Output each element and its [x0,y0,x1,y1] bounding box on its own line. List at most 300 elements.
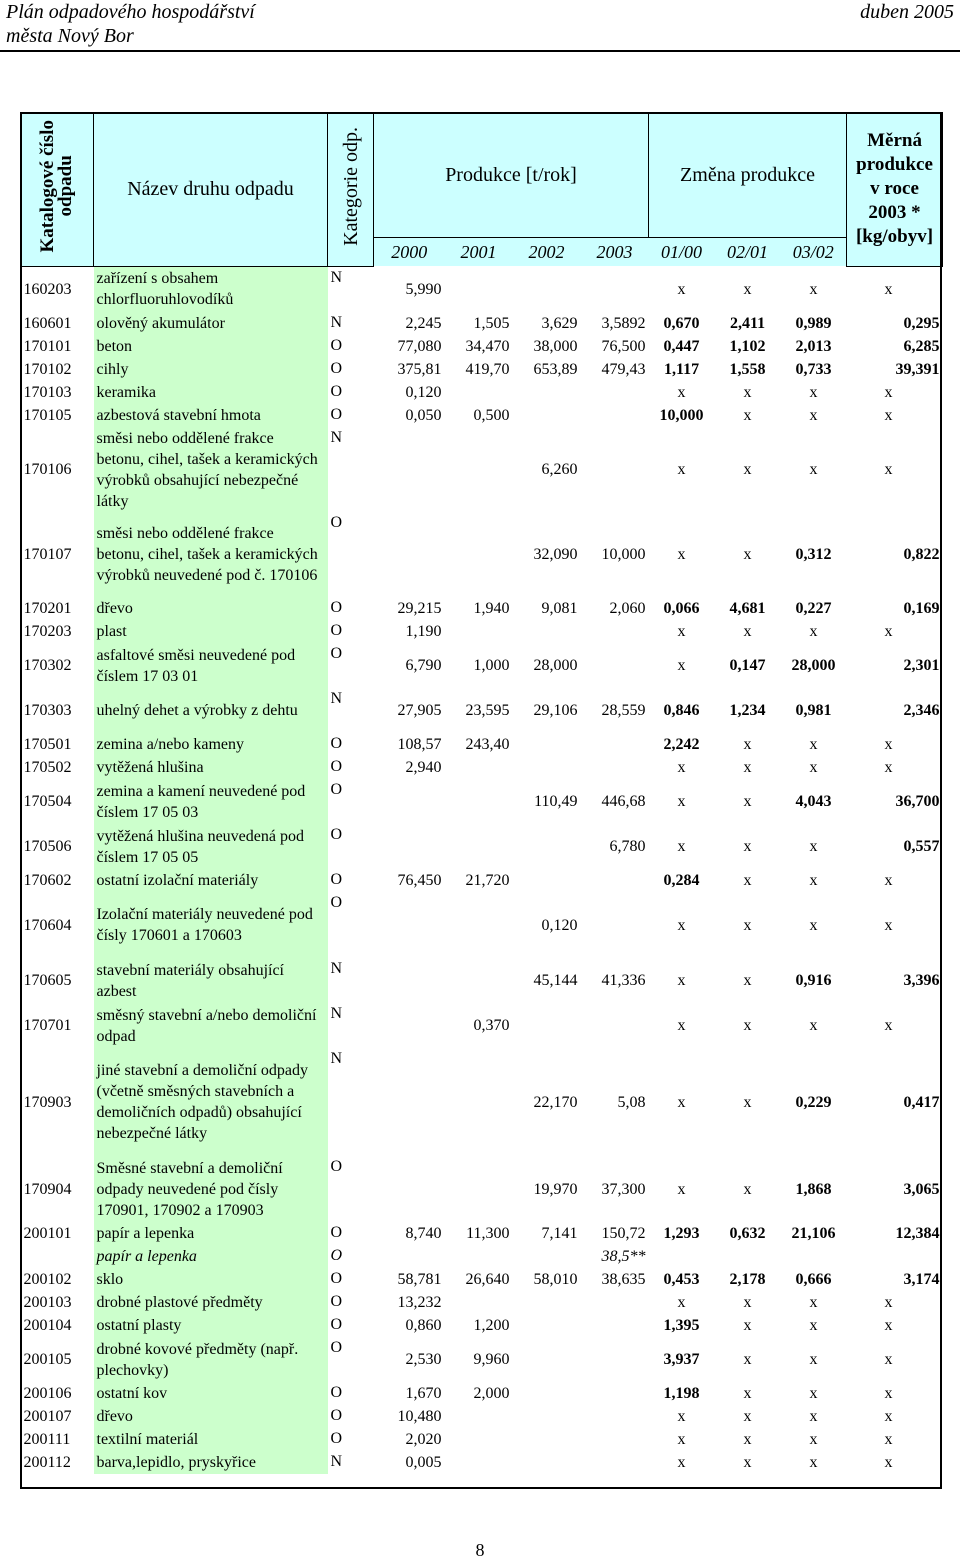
change-01-00: 0,066 [663,600,700,617]
waste-code: 170203 [23,623,72,640]
production-2000: 76,450 [397,872,442,889]
production-2001: 1,200 [473,1317,510,1334]
production-2000: 13,232 [397,1294,442,1311]
change-02-01: x [743,759,752,776]
waste-name: drobné plastové předměty [94,1291,328,1314]
specific-production: x [884,384,893,401]
change-02-01: 0,147 [729,657,766,674]
production-2001 [445,1245,513,1268]
waste-name: zemina a/nebo kameny [94,733,328,756]
change-03-02: 0,981 [795,702,832,719]
table-row [21,335,943,358]
waste-name: vytěžená hlušina neuvedená pod číslem 17 05 05 [94,824,328,869]
production-2003 [581,733,649,756]
change-01-00: x [677,1180,686,1198]
waste-code: 170502 [23,759,72,776]
production-2001 [445,779,513,824]
change-03-02: x [809,1317,818,1334]
waste-code: 170106 [23,461,72,478]
change-01-00: x [677,280,686,298]
waste-code: 200102 [23,1271,72,1288]
waste-code: 170501 [23,736,72,753]
production-2001 [445,1156,513,1222]
production-2003 [581,381,649,404]
waste-category: O [330,1316,343,1333]
production-2003 [581,756,649,779]
waste-code: 170303 [23,702,72,719]
change-02-01: x [743,972,752,989]
waste-code: 170602 [23,872,72,889]
table-row [21,1337,943,1382]
specific-production: x [884,1351,893,1368]
change-03-02: 2,013 [795,338,832,355]
header-row [21,113,943,238]
waste-name: papír a lepenka [94,1245,328,1268]
production-2001: 34,470 [465,338,510,355]
production-header: Produkce [t/rok] [374,113,649,238]
change-01-00: 0,670 [663,315,700,332]
change-02-01: x [743,872,752,889]
production-2000 [374,779,445,824]
waste-category: N [330,1005,343,1022]
table-row [21,1291,943,1314]
change-01-00: 1,395 [663,1317,700,1334]
change-03-02: 0,733 [795,361,832,378]
change-01-00: x [677,1017,686,1034]
waste-name: ostatní kov [94,1382,328,1405]
waste-category: O [330,758,343,775]
waste-category: N [330,960,343,977]
table-row [21,643,943,688]
production-2003: 38,635 [601,1271,646,1288]
production-2003 [581,266,649,312]
specific-production: 0,822 [903,546,940,563]
production-2002: 110,49 [534,793,578,810]
change-03-02: x [809,280,818,298]
production-2002: 653,89 [533,361,578,378]
waste-name: stavební materiály obsahující azbest [94,958,328,1003]
waste-category: N [330,268,343,286]
waste-name: barva,lepidlo, pryskyřice [94,1451,328,1474]
production-2000: 0,050 [405,407,442,424]
production-2003 [581,1405,649,1428]
year-2002-header: 2002 [513,238,581,267]
production-2003: 479,43 [601,361,646,378]
waste-name: keramika [94,381,328,404]
change-01-00: x [677,1408,686,1425]
change-03-02: x [809,1017,818,1034]
waste-code: 200103 [23,1294,72,1311]
waste-category: N [330,1453,343,1470]
page-number: 8 [475,1540,485,1560]
table-row [21,869,943,892]
production-2002 [513,756,581,779]
waste-code: 170102 [23,361,72,378]
change-01-00: x [677,916,686,934]
production-2001 [445,427,513,512]
table-row [21,756,943,779]
waste-category: O [330,871,343,888]
production-2000 [374,958,445,1003]
change-01-00: x [677,759,686,776]
production-2001 [445,892,513,958]
waste-code: 170201 [23,600,72,617]
production-2002 [513,1003,581,1048]
production-2000: 2,245 [405,315,442,332]
category-header: Kategorie odp. [328,113,374,267]
production-2001: 21,720 [465,872,510,889]
production-2001 [445,381,513,404]
waste-name: plast [94,620,328,643]
production-2001: 0,370 [473,1017,510,1034]
waste-name: uhelný dehet a výrobky z dehtu [94,688,328,733]
waste-name: beton [94,335,328,358]
production-2001 [445,266,513,312]
waste-code: 170101 [23,338,72,355]
production-2002: 22,170 [533,1093,578,1111]
production-2002: 0,120 [541,916,578,934]
production-2003: 5,08 [617,1093,646,1111]
specific-production: 0,557 [903,838,940,855]
document-title [6,0,255,48]
production-2001: 1,940 [473,600,510,617]
title-line-2: města Nový Bor [6,25,134,47]
waste-name: jiné stavební a demoliční odpady (včetně směsných stavebních a demoličních odpadů) obsahující nebezpečné látky [94,1048,328,1156]
change-03-02: x [809,1408,818,1425]
change-02-01: x [743,1093,752,1111]
production-2002 [513,1428,581,1451]
production-2001 [445,824,513,869]
waste-category: O [330,1247,343,1264]
change-01-00: x [677,623,686,640]
waste-category: O [330,1293,343,1310]
production-2003: 2,060 [609,600,646,617]
waste-code: 170302 [23,657,72,674]
production-2003: 41,336 [601,972,646,989]
waste-code: 170107 [23,546,72,563]
change-02-01: 2,178 [729,1271,766,1288]
specific-production [847,1245,943,1268]
production-2003 [581,1428,649,1451]
waste-category: O [330,514,343,531]
change-02-01-header: 02/01 [715,238,781,267]
production-2003: 38,5** [601,1248,646,1265]
production-2003 [581,1003,649,1048]
table-row [21,1405,943,1428]
change-03-02: x [809,461,818,478]
waste-category: N [330,314,343,331]
waste-category: O [330,781,343,798]
production-2000: 2,940 [405,759,442,776]
change-01-00: x [677,384,686,401]
production-2000: 108,57 [397,736,442,753]
waste-code: 200104 [23,1317,72,1334]
change-01-00: 10,000 [659,407,704,424]
waste-name: sklo [94,1268,328,1291]
change-02-01: x [743,280,752,298]
year-2003-header: 2003 [581,238,649,267]
specific-production: 2,346 [903,702,940,719]
waste-category: N [330,1050,343,1067]
change-02-01: x [743,1351,752,1368]
change-01-00: x [677,1093,686,1111]
waste-name: ostatní izolační materiály [94,869,328,892]
waste-category: O [330,1384,343,1401]
table-row [21,892,943,958]
waste-category: O [330,1224,343,1241]
production-2001 [445,1405,513,1428]
waste-name: směsný stavební a/nebo demoliční odpad [94,1003,328,1048]
waste-code: 170103 [23,384,72,401]
specific-production: x [884,1017,893,1034]
change-01-00: 2,242 [663,736,700,753]
change-02-01: x [743,461,752,478]
change-01-00: 1,293 [663,1225,700,1242]
waste-name: drobné kovové předměty (např. plechovky) [94,1337,328,1382]
production-2002 [513,1337,581,1382]
waste-category: O [330,1407,343,1424]
change-02-01: x [743,623,752,640]
production-2000 [374,892,445,958]
production-2001: 26,640 [465,1271,510,1288]
change-03-02: 0,227 [795,600,832,617]
specific-production: x [884,1294,893,1311]
change-03-02: 4,043 [795,793,832,810]
table-row [21,1428,943,1451]
production-2001: 0,500 [473,407,510,424]
waste-code: 200107 [23,1408,72,1425]
change-02-01: x [743,1180,752,1198]
production-2003 [581,1337,649,1382]
waste-category: O [330,894,343,911]
table-row [21,358,943,381]
production-2002 [513,381,581,404]
change-02-01: x [743,1431,752,1448]
production-2003 [581,620,649,643]
waste-code: 170605 [23,972,72,989]
waste-name: textilní materiál [94,1428,328,1451]
specific-production: x [884,1385,893,1402]
production-2003: 150,72 [601,1225,646,1242]
change-01-00: x [677,1294,686,1311]
production-2001: 2,000 [473,1385,510,1402]
production-2003 [581,1291,649,1314]
change-header: Změna produkce [649,113,847,238]
table-row [21,1156,943,1222]
change-02-01: x [743,384,752,401]
production-2003 [581,869,649,892]
change-02-01: 2,411 [729,315,766,332]
waste-name: směsi nebo oddělené frakce betonu, cihel, tašek a keramických výrobků obsahující nebezpečné látky [94,427,328,512]
table-row [21,1268,943,1291]
waste-category: O [330,383,343,400]
change-03-02: x [809,1351,818,1368]
change-01-00: x [677,972,686,989]
waste-category: N [330,690,343,707]
waste-category: O [330,599,343,616]
table-row [21,381,943,404]
table-row [21,620,943,643]
production-2003 [581,427,649,512]
waste-category: O [330,406,343,423]
table-row [21,733,943,756]
table-row [21,779,943,824]
specific-production: x [884,759,893,776]
production-2000: 10,480 [397,1408,442,1425]
waste-name: Směsné stavební a demoliční odpady neuvedené pod čísly 170901, 170902 a 170903 [94,1156,328,1222]
change-02-01: x [743,838,752,855]
waste-name: Izolační materiály neuvedené pod čísly 170601 a 170603 [94,892,328,958]
change-01-00: x [677,1454,686,1471]
table-row [21,404,943,427]
table-row [21,427,943,512]
table-row [21,958,943,1003]
production-2003: 76,500 [601,338,646,355]
table-row [21,1222,943,1245]
change-01-00: x [677,461,686,478]
production-2002 [513,733,581,756]
production-2002 [513,1405,581,1428]
change-01-00: 0,447 [663,338,700,355]
table-row [21,824,943,869]
waste-code: 170701 [23,1017,72,1034]
change-03-02: x [809,384,818,401]
change-03-02: x [809,759,818,776]
specific-production: x [884,736,893,753]
specific-production: 39,391 [895,361,940,378]
production-2002 [513,869,581,892]
waste-code: 200111 [23,1431,71,1448]
change-01-00: 0,284 [663,872,700,889]
production-2000: 0,120 [405,384,442,401]
production-2000: 5,990 [405,280,442,298]
production-2001 [445,512,513,597]
title-line-1: Plán odpadového hospodářství [6,1,255,23]
specific-production-header: Měrná produkce v roce 2003 * [kg/obyv] [847,113,943,267]
header-rule [0,50,960,52]
table-row [21,266,943,312]
production-2003: 6,780 [609,838,646,855]
change-02-01: x [743,1385,752,1402]
production-2002 [513,1245,581,1268]
production-2001 [445,1428,513,1451]
specific-production: x [884,1431,893,1448]
change-03-02: x [809,1431,818,1448]
change-03-02: x [809,838,818,855]
production-2001: 419,70 [465,361,510,378]
production-2001: 1,000 [473,657,510,674]
change-02-01 [715,1245,781,1268]
specific-production: 2,301 [903,657,940,674]
change-01-00: 1,117 [663,361,700,378]
change-02-01: x [743,916,752,934]
waste-category: O [330,337,343,354]
production-2003 [581,1382,649,1405]
specific-production: 3,174 [903,1271,940,1288]
year-2001-header: 2001 [445,238,513,267]
waste-name: azbestová stavební hmota [94,404,328,427]
production-2002 [513,824,581,869]
waste-name: dřevo [94,597,328,620]
production-2003 [581,1314,649,1337]
specific-production: x [884,1408,893,1425]
specific-production: x [884,872,893,889]
production-2003: 3,5892 [601,315,646,332]
waste-code: 160601 [23,315,72,332]
change-02-01: x [743,1017,752,1034]
specific-production: 0,295 [903,315,940,332]
table-row [21,1003,943,1048]
waste-category: N [330,429,343,446]
waste-code: 200112 [23,1454,71,1471]
change-01-00: 0,453 [663,1271,700,1288]
change-03-02: 0,989 [795,315,832,332]
waste-name: zařízení s obsahem chlorfluoruhlovodíků [94,266,328,312]
waste-code: 170604 [23,916,72,934]
production-2002 [513,1382,581,1405]
waste-name: olověný akumulátor [94,312,328,335]
specific-production: x [884,280,893,298]
change-01-00: x [677,1431,686,1448]
change-03-02: x [809,872,818,889]
production-2002: 58,010 [533,1271,578,1288]
production-2000: 1,670 [405,1385,442,1402]
production-2002: 19,970 [533,1180,578,1198]
change-03-02: x [809,916,818,934]
specific-production: 0,169 [903,600,940,617]
production-2002: 9,081 [541,600,578,617]
table-row [21,312,943,335]
waste-code: 200101 [23,1225,72,1242]
production-2000 [374,1156,445,1222]
production-2000: 0,005 [405,1454,442,1471]
production-2001 [445,1048,513,1156]
waste-category: O [330,735,343,752]
change-02-01: x [743,1454,752,1471]
change-03-02: 0,666 [795,1271,832,1288]
change-02-01: 4,681 [729,600,766,617]
change-02-01: 1,234 [729,702,766,719]
production-2001: 23,595 [465,702,510,719]
production-2003 [581,404,649,427]
waste-code: 200106 [23,1385,72,1402]
document-date: duben 2005 [860,1,954,23]
change-02-01: 0,632 [729,1225,766,1242]
change-01-00: x [677,657,686,674]
change-03-02: 0,312 [795,546,832,563]
waste-category: O [330,360,343,377]
table-row [21,1314,943,1337]
change-01-00: 1,198 [663,1385,700,1402]
production-2002 [513,266,581,312]
change-03-02: x [809,1385,818,1402]
change-02-01: x [743,1294,752,1311]
table-row [21,1382,943,1405]
change-01-00: x [677,793,686,810]
specific-production: x [884,623,893,640]
production-2000: 2,530 [405,1351,442,1368]
production-2002 [513,404,581,427]
change-02-01: x [743,407,752,424]
production-2003 [581,1451,649,1474]
waste-name: papír a lepenka [94,1222,328,1245]
waste-name: dřevo [94,1405,328,1428]
production-2003 [581,643,649,688]
specific-production: x [884,1317,893,1334]
production-2002 [513,1314,581,1337]
production-2001: 1,505 [473,315,510,332]
waste-code: 170504 [23,793,72,810]
